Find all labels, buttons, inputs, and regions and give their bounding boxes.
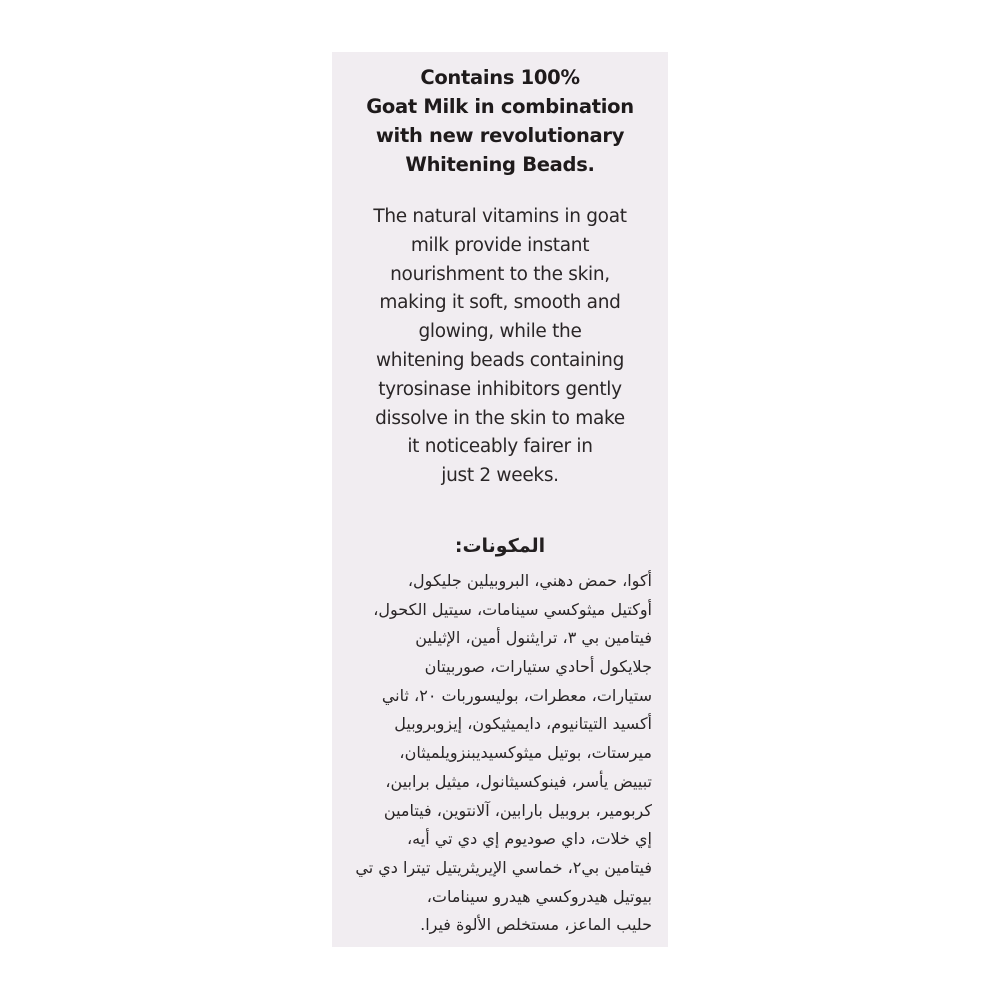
product-description <box>348 203 652 491</box>
ingredients-line: أكسيد التيتانيوم، دايميثيكون، إيزوبروبيل <box>394 714 652 734</box>
ingredients-line: أوكتيل ميثوكسي سينامات، سيتيل الكحول، <box>373 599 652 619</box>
headline-line: Whitening Beads. <box>405 153 595 176</box>
ingredients-line: أكوا، حمض دهني، البروبيلين جليكول، <box>407 570 652 590</box>
ingredients-heading: المكونات: <box>454 534 546 557</box>
ingredients-line: تبييض يأسر، فينوكسيثانول، ميثيل برابين، <box>385 771 652 791</box>
ingredients-line: فيتامين بي٢، خماسي الإيريثريتيل تيترا دي تي <box>355 858 652 877</box>
ingredients-line: بيوتيل هيدروكسي هيدرو سينامات، <box>426 886 652 906</box>
ingredients-line: حليب الماعز، مستخلص الألوة فيرا. <box>420 915 652 935</box>
headline-line: with new revolutionary <box>375 124 625 147</box>
description-line: whitening beads containing <box>375 349 625 371</box>
ingredients-line: ستيارات، معطرات، بوليسوربات ٢٠، ثاني <box>381 685 652 705</box>
description-line: dissolve in the skin to make <box>375 407 625 429</box>
ingredients-list <box>348 567 652 940</box>
ingredients-line: كربومير، بروبيل بارابين، آلانتوين، فيتامين <box>383 800 652 820</box>
description-line: just 2 weeks. <box>441 465 559 487</box>
headline-line: Contains 100% <box>420 66 580 89</box>
description-line: it noticeably fairer in <box>407 436 593 458</box>
ingredients-line: إي خلات، داي صوديوم إي دي تي أيه، <box>407 829 652 849</box>
description-line: making it soft, smooth and <box>379 292 621 314</box>
ingredients-line: جلايكول أحادي ستيارات، صوربيتان <box>424 657 652 677</box>
description-line: nourishment to the skin, <box>390 263 610 285</box>
description-line: The natural vitamins in goat <box>373 206 627 227</box>
ingredients-line: فيتامين بي ٣، ترايثنول أمين، الإثيلين <box>415 628 652 648</box>
product-headline <box>348 63 652 179</box>
description-line: tyrosinase inhibitors gently <box>378 378 622 400</box>
description-line: milk provide instant <box>410 234 590 256</box>
ingredients-line: ميرستات، بوتيل ميثوكسيديبنزويلميثان، <box>399 743 652 763</box>
package-side-panel <box>332 52 668 947</box>
description-line: glowing, while the <box>418 321 582 343</box>
headline-line: Goat Milk in combination <box>366 95 634 118</box>
